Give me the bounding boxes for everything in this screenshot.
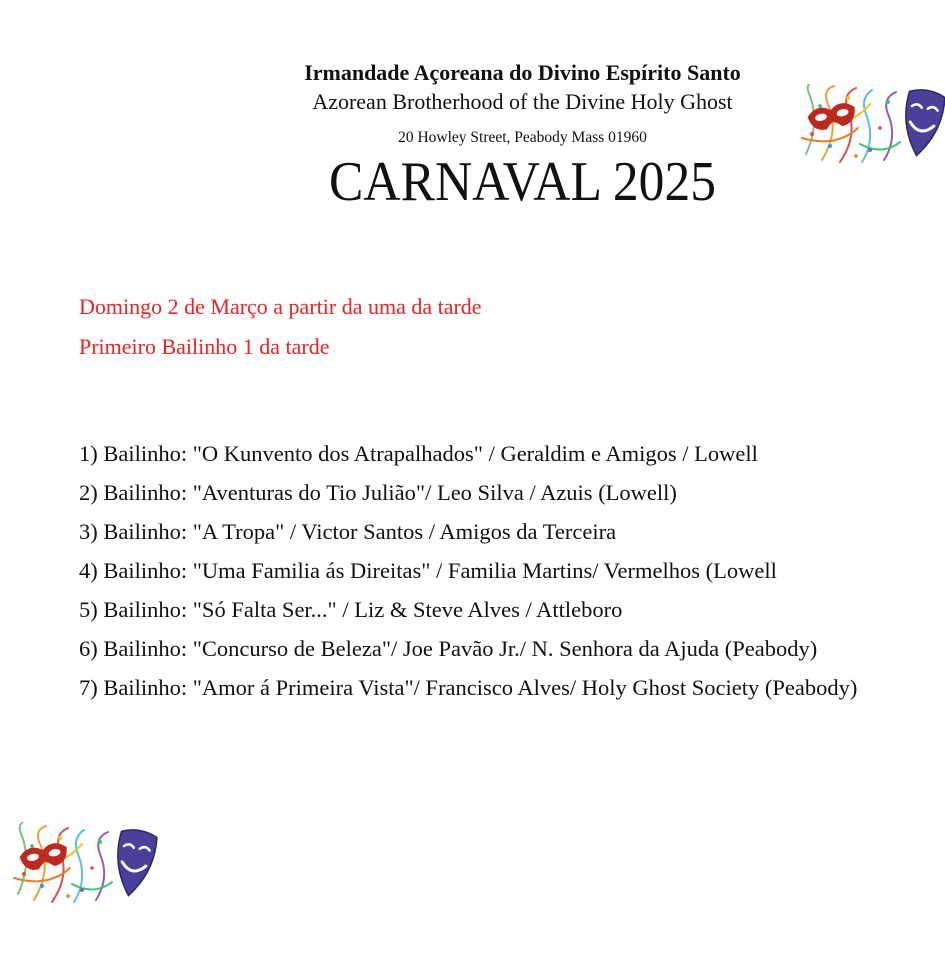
list-item: 5) Bailinho: "Só Falta Ser..." / Liz & Steve Alves / Attleboro — [79, 597, 623, 622]
page-title: CARNAVAL 2025 — [329, 151, 716, 213]
list-item: 3) Bailinho: "A Tropa" / Victor Santos / Amigos da Terceira — [79, 519, 617, 544]
carnival-masks-icon — [12, 822, 158, 904]
event-info — [79, 287, 482, 367]
carnival-masks-icon — [800, 84, 945, 164]
list-item: 1) Bailinho: "O Kunvento dos Atrapalhados" / Geraldim e Amigos / Lowell — [79, 441, 758, 466]
organization-name-en: Azorean Brotherhood of the Divine Holy Ghost — [312, 89, 733, 114]
program-list — [79, 434, 857, 707]
event-first-bailinho: Primeiro Bailinho 1 da tarde — [79, 334, 330, 359]
event-date: Domingo 2 de Março a partir da uma da tarde — [79, 294, 482, 319]
document-header — [200, 58, 845, 212]
list-item: 2) Bailinho: "Aventuras do Tio Julião"/ Leo Silva / Azuis (Lowell) — [79, 480, 677, 505]
list-item: 4) Bailinho: "Uma Familia ás Direitas" / Familia Martins/ Vermelhos (Lowell — [79, 558, 777, 583]
address: 20 Howley Street, Peabody Mass 01960 — [398, 129, 647, 146]
list-item: 6) Bailinho: "Concurso de Beleza"/ Joe Pavão Jr./ N. Senhora da Ajuda (Peabody) — [79, 636, 818, 661]
list-item: 7) Bailinho: "Amor á Primeira Vista"/ Francisco Alves/ Holy Ghost Society (Peabody) — [79, 675, 858, 700]
organization-name-pt: Irmandade Açoreana do Divino Espírito Santo — [304, 60, 741, 85]
